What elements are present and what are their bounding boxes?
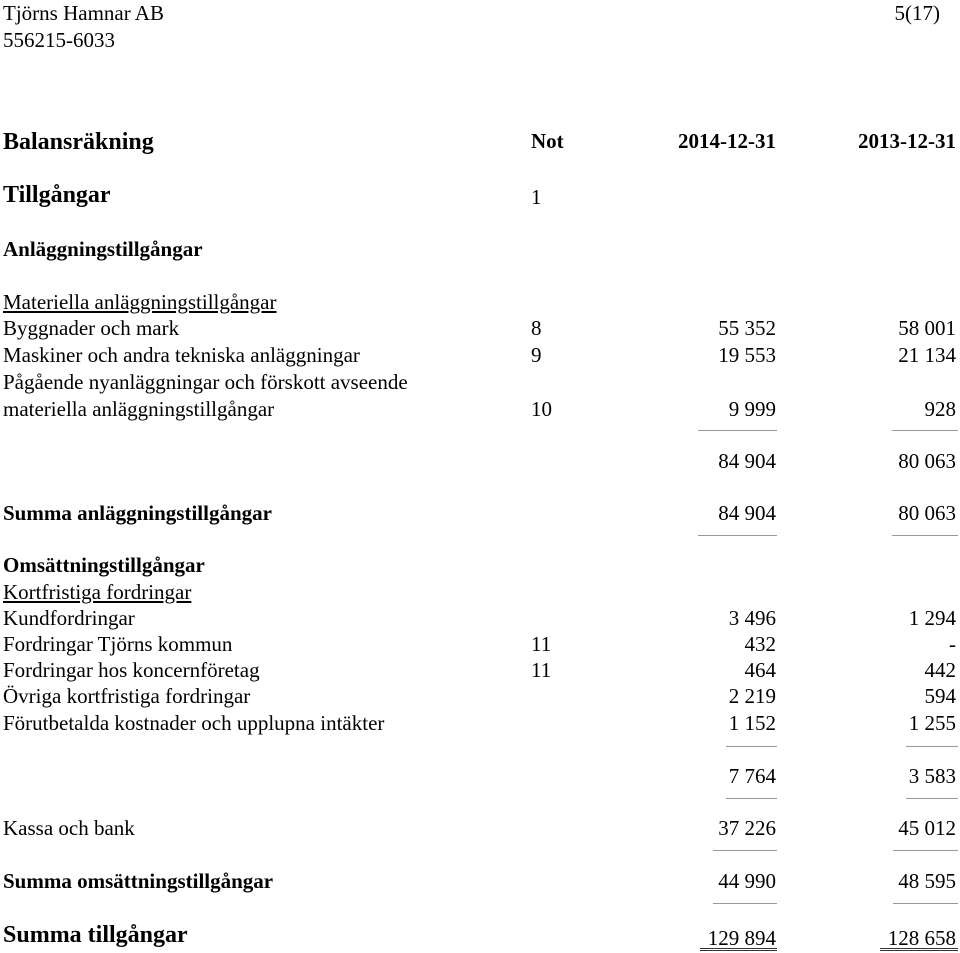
assets-note: 1 (531, 185, 542, 209)
fixed-assets-total-previous: 80 063 (898, 501, 956, 525)
subtotal-separator (726, 746, 777, 747)
total-separator (713, 903, 777, 904)
previous-year-column-header: 2013-12-31 (858, 129, 956, 153)
org-number: 556215-6033 (3, 28, 115, 52)
total-separator (892, 535, 958, 536)
row-note: 11 (531, 632, 552, 656)
row-label: Byggnader och mark (3, 316, 180, 340)
company-name: Tjörns Hamnar AB (3, 1, 164, 25)
note-column-header: Not (531, 129, 564, 153)
grand-total-label: Summa tillgångar (3, 922, 188, 948)
row-label: Pågående nyanläggningar och förskott avseende (3, 370, 408, 394)
row-label: Förutbetalda kostnader och upplupna intäkter (3, 711, 385, 735)
assets-heading: Tillgångar (3, 182, 111, 208)
total-separator (893, 903, 958, 904)
row-note: 8 (531, 316, 542, 340)
row-current: 464 (744, 658, 776, 682)
grand-total-previous: 128 658 (887, 926, 956, 950)
row-current: 432 (744, 632, 776, 656)
row-label: Övriga kortfristiga fordringar (3, 684, 251, 708)
total-separator (893, 850, 958, 851)
current-assets-total-label: Summa omsättningstillgångar (3, 869, 274, 893)
row-current: 9 999 (728, 397, 776, 421)
grand-total-current: 129 894 (707, 926, 776, 950)
short-term-receivables-subheading: Kortfristiga fordringar (3, 580, 192, 604)
row-previous: 928 (924, 397, 956, 421)
fixed-assets-total-current: 84 904 (718, 501, 776, 525)
row-note: 11 (531, 658, 552, 682)
subtotal-separator (906, 798, 958, 799)
current-assets-total-current: 44 990 (718, 869, 776, 893)
grand-total-double-underline (880, 948, 958, 951)
row-current: 55 352 (718, 316, 776, 340)
row-label-continued: materiella anläggningstillgångar (3, 397, 275, 421)
subtotal-previous: 80 063 (898, 449, 956, 473)
row-previous: 594 (924, 684, 956, 708)
row-current: 3 496 (728, 606, 776, 630)
page-title: Balansräkning (3, 129, 154, 155)
cash-label: Kassa och bank (3, 816, 135, 840)
row-label: Fordringar hos koncernföretag (3, 658, 260, 682)
fixed-assets-total-label: Summa anläggningstillgångar (3, 501, 272, 525)
row-previous: 1 294 (908, 606, 956, 630)
row-current: 1 152 (728, 711, 776, 735)
row-label: Maskiner och andra tekniska anläggningar (3, 343, 360, 367)
row-previous: - (949, 632, 956, 656)
subtotal-separator (698, 430, 777, 431)
row-current: 2 219 (728, 684, 776, 708)
total-separator (713, 850, 777, 851)
row-previous: 58 001 (898, 316, 956, 340)
current-assets-heading: Omsättningstillgångar (3, 553, 205, 577)
row-label: Kundfordringar (3, 606, 135, 630)
subtotal-separator (892, 430, 958, 431)
subtotal-current: 7 764 (728, 764, 776, 788)
current-assets-total-previous: 48 595 (898, 869, 956, 893)
row-previous: 21 134 (898, 343, 956, 367)
subtotal-previous: 3 583 (908, 764, 956, 788)
row-previous: 442 (924, 658, 956, 682)
tangible-assets-subheading: Materiella anläggningstillgångar (3, 290, 277, 314)
subtotal-current: 84 904 (718, 449, 776, 473)
cash-previous: 45 012 (898, 816, 956, 840)
subtotal-separator (906, 746, 958, 747)
current-year-column-header: 2014-12-31 (678, 129, 776, 153)
grand-total-double-underline (700, 948, 777, 951)
row-note: 10 (531, 397, 552, 421)
row-note: 9 (531, 343, 542, 367)
row-current: 19 553 (718, 343, 776, 367)
fixed-assets-heading: Anläggningstillgångar (3, 237, 203, 261)
row-previous: 1 255 (908, 711, 956, 735)
total-separator (698, 535, 777, 536)
subtotal-separator (726, 798, 777, 799)
row-label: Fordringar Tjörns kommun (3, 632, 233, 656)
cash-current: 37 226 (718, 816, 776, 840)
page-number: 5(17) (894, 1, 940, 25)
